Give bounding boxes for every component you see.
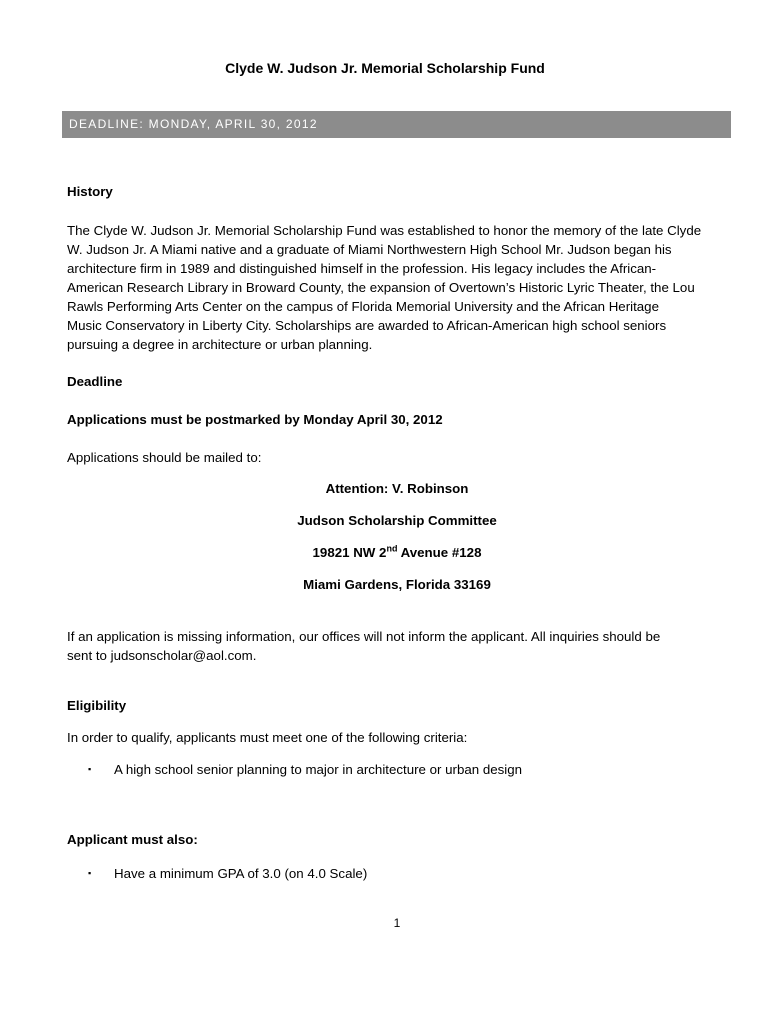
history-line: pursuing a degree in architecture or urban planning. <box>67 337 373 352</box>
eligibility-criterion <box>88 762 522 777</box>
applicant-requirement-text: Have a minimum GPA of 3.0 (on 4.0 Scale) <box>114 866 368 881</box>
address-city: Miami Gardens, Florida 33169 <box>303 577 491 592</box>
bullet-icon: ▪ <box>88 764 92 774</box>
mail-intro: Applications should be mailed to: <box>67 450 262 465</box>
history-line: Rawls Performing Arts Center on the campus of Florida Memorial University and the African Heritage <box>67 299 659 314</box>
missing-info-line: If an application is missing information, our offices will not inform the applicant. All inquiries should be <box>67 629 661 644</box>
address-street <box>67 545 727 560</box>
history-line: architecture firm in 1989 and distinguished himself in the profession. His legacy includes the African- <box>67 261 657 276</box>
history-heading: History <box>67 184 113 199</box>
deadline-heading: Deadline <box>67 374 123 389</box>
deadline-banner <box>62 111 731 138</box>
eligibility-criterion-text: A high school senior planning to major in architecture or urban design <box>114 762 523 777</box>
missing-info-line: sent to judsonscholar@aol.com. <box>67 648 257 663</box>
address-street-number: 19821 NW 2 <box>312 545 387 560</box>
address-committee: Judson Scholarship Committee <box>297 513 497 528</box>
history-paragraph <box>67 221 732 354</box>
applicant-requirement <box>88 866 367 881</box>
page-number: 1 <box>393 916 401 930</box>
missing-info-paragraph <box>67 627 732 665</box>
eligibility-heading: Eligibility <box>67 698 127 713</box>
address-street-rest: Avenue #128 <box>397 545 482 560</box>
history-line: The Clyde W. Judson Jr. Memorial Scholarship Fund was established to honor the memory of the late Clyde <box>67 223 702 238</box>
postmark-notice: Applications must be postmarked by Monday April 30, 2012 <box>67 412 443 427</box>
document-title: Clyde W. Judson Jr. Memorial Scholarship Fund <box>225 60 545 76</box>
applicant-also-heading: Applicant must also: <box>67 832 198 847</box>
address-attention: Attention: V. Robinson <box>325 481 469 496</box>
eligibility-intro: In order to qualify, applicants must meet one of the following criteria: <box>67 730 468 745</box>
history-line: Music Conservatory in Liberty City. Scholarships are awarded to African-American high school seniors <box>67 318 667 333</box>
address-street-ordinal: nd <box>386 543 398 554</box>
bullet-icon: ▪ <box>88 868 92 878</box>
deadline-banner-text: DEADLINE: MONDAY, APRIL 30, 2012 <box>69 117 318 131</box>
history-line: W. Judson Jr. A Miami native and a graduate of Miami Northwestern High School Mr. Judson began his <box>67 242 672 257</box>
history-line: American Research Library in Broward County, the expansion of Overtown’s Historic Lyric Theater, the Lou <box>67 280 695 295</box>
